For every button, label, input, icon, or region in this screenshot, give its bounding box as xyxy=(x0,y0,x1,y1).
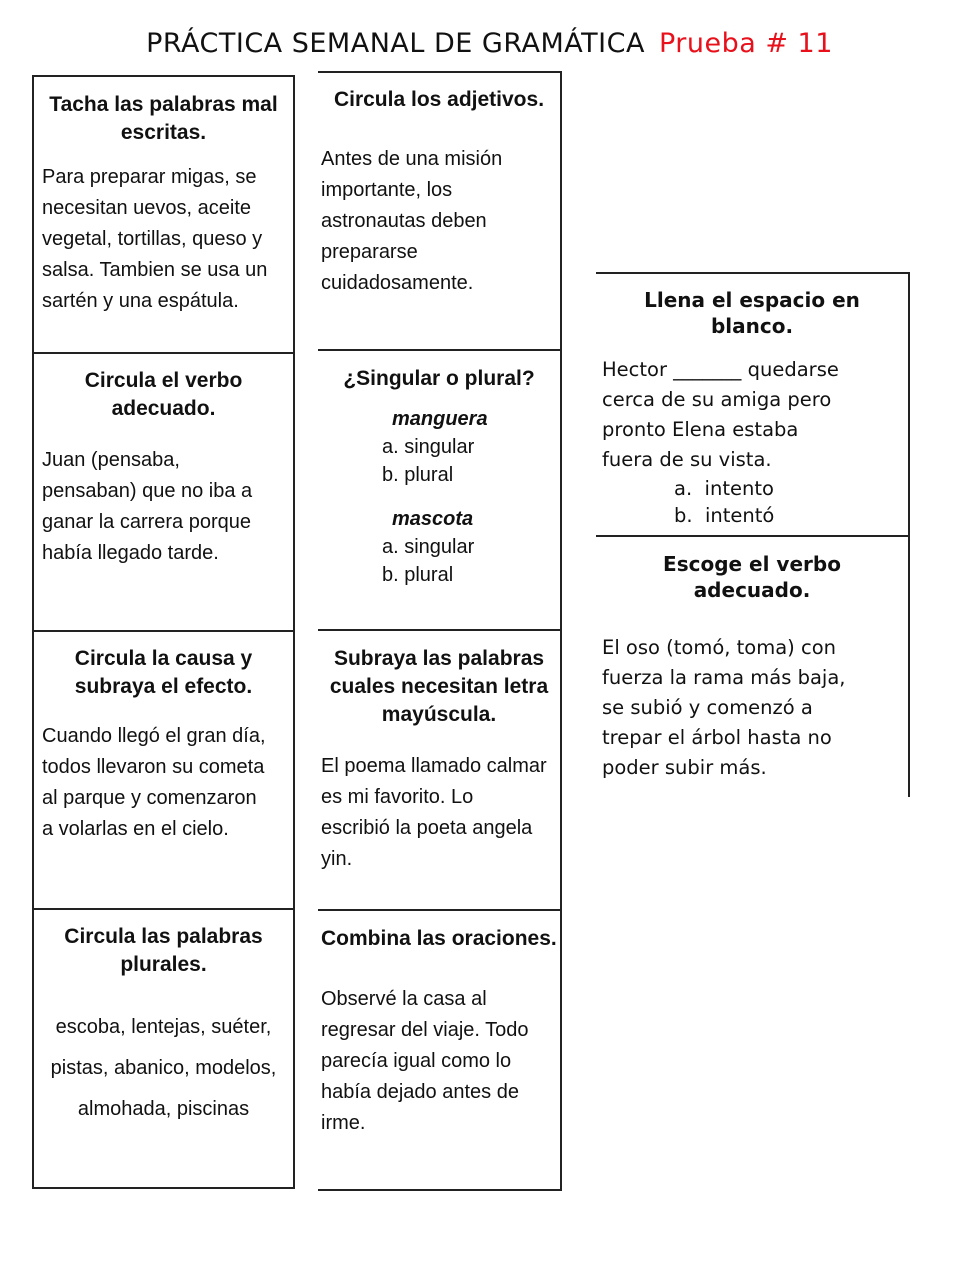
text-line: Para preparar migas, se xyxy=(42,166,257,188)
answer-options xyxy=(674,475,908,529)
text-line: a volarlas en el cielo. xyxy=(42,818,229,840)
question-box-cause-effect xyxy=(32,631,295,910)
option-a: a. singular xyxy=(382,536,475,558)
question-text xyxy=(321,751,560,875)
item-word: mascota xyxy=(392,508,474,530)
text-line: irme. xyxy=(321,1112,366,1134)
question-text xyxy=(321,144,560,299)
text-line: importante, los xyxy=(321,179,453,201)
question-text xyxy=(602,355,908,475)
question-heading: Circula la causa y subraya el efecto. xyxy=(74,647,253,698)
text-line: se subió y comenzó a xyxy=(602,696,813,719)
text-line: cuidadosamente. xyxy=(321,272,474,294)
question-heading: Llena el espacio en blanco. xyxy=(644,288,860,338)
text-line: pistas, abanico, modelos, xyxy=(50,1057,277,1079)
question-heading: Tacha las palabras mal escritas. xyxy=(49,93,278,144)
text-line: escribió la poeta angela xyxy=(321,817,533,839)
text-line: escoba, lentejas, suéter, xyxy=(55,1016,272,1038)
text-line: necesitan uevos, aceite xyxy=(42,197,252,219)
text-line: trepar el árbol hasta no xyxy=(602,726,832,749)
text-line: fuerza la rama más baja, xyxy=(602,666,846,689)
question-box-adjectives xyxy=(318,71,562,351)
question-box-verb xyxy=(32,353,295,632)
text-line: salsa. Tambien se usa un xyxy=(42,259,268,281)
option-b: b. plural xyxy=(382,464,454,486)
text-line: prepararse xyxy=(321,241,418,263)
question-box-choose-verb xyxy=(596,535,910,797)
item-manguera xyxy=(382,405,560,489)
text-line: astronautas deben xyxy=(321,210,487,232)
text-line: pensaban) que no iba a xyxy=(42,480,253,502)
item-word: manguera xyxy=(392,408,488,430)
text-line: sartén y una espátula. xyxy=(42,290,239,312)
text-line: almohada, piscinas xyxy=(77,1098,250,1120)
text-line: Antes de una misión xyxy=(321,148,503,170)
text-line: pronto Elena estaba xyxy=(602,418,799,441)
text-line: Hector _______ quedarse xyxy=(602,358,839,381)
text-line: al parque y comenzaron xyxy=(42,787,257,809)
question-box-capitals xyxy=(318,629,562,911)
text-line: había dejado antes de xyxy=(321,1081,519,1103)
question-text xyxy=(602,633,908,783)
page-title xyxy=(0,28,979,59)
quiz-number: Prueba # 11 xyxy=(658,28,833,59)
text-line: El oso (tomó, toma) con xyxy=(602,636,836,659)
option-a: a. intento xyxy=(674,477,774,500)
text-line: yin. xyxy=(321,848,353,870)
question-text xyxy=(42,721,293,845)
text-line: cerca de su amiga pero xyxy=(602,388,832,411)
question-heading: Combina las oraciones. xyxy=(321,927,557,950)
text-line: vegetal, tortillas, queso y xyxy=(42,228,263,250)
text-line: parecía igual como lo xyxy=(321,1050,512,1072)
text-line: El poema llamado calmar xyxy=(321,755,547,777)
text-line: todos llevaron su cometa xyxy=(42,756,265,778)
item-mascota xyxy=(382,505,560,589)
question-box-singular-plural xyxy=(318,349,562,631)
question-box-fill-blank xyxy=(596,272,910,537)
text-line: regresar del viaje. Todo xyxy=(321,1019,529,1041)
question-text xyxy=(42,445,293,569)
text-line: ganar la carrera porque xyxy=(42,511,252,533)
question-heading: Circula los adjetivos. xyxy=(333,88,545,111)
text-line: es mi favorito. Lo xyxy=(321,786,474,808)
text-line: había llegado tarde. xyxy=(42,542,219,564)
text-line: fuera de su vista. xyxy=(602,448,772,471)
question-box-misspelled xyxy=(32,75,295,354)
text-line: Observé la casa al xyxy=(321,988,487,1010)
question-text xyxy=(42,162,293,317)
question-heading: Escoge el verbo adecuado. xyxy=(663,552,841,602)
question-heading: Circula las palabras plurales. xyxy=(64,925,263,976)
question-heading: Circula el verbo adecuado. xyxy=(84,369,243,420)
option-a: a. singular xyxy=(382,436,475,458)
option-b: b. plural xyxy=(382,564,454,586)
text-line: Juan (pensaba, xyxy=(42,449,180,471)
question-box-combine xyxy=(318,909,562,1191)
worksheet-title: PRÁCTICA SEMANAL DE GRAMÁTICA xyxy=(146,28,645,59)
text-line: poder subir más. xyxy=(602,756,767,779)
question-heading: ¿Singular o plural? xyxy=(343,367,535,390)
question-text xyxy=(321,984,560,1139)
question-text xyxy=(34,1007,293,1130)
question-box-plurals xyxy=(32,909,295,1189)
option-b: b. intentó xyxy=(674,504,775,527)
text-line: Cuando llegó el gran día, xyxy=(42,725,266,747)
question-heading: Subraya las palabras cuales necesitan letra mayúscula. xyxy=(329,647,549,726)
